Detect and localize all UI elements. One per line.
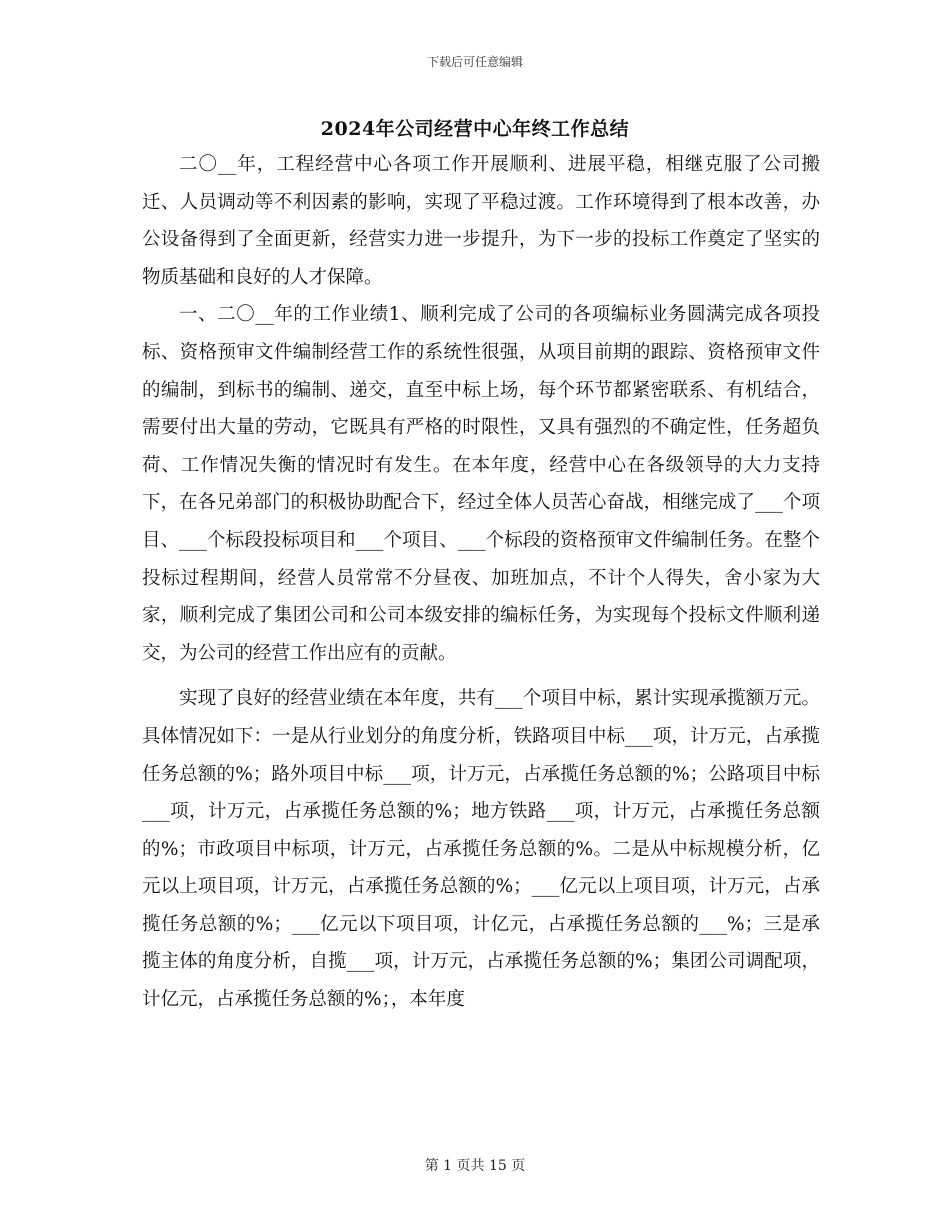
paragraph: 二〇__年，工程经营中心各项工作开展顺利、进展平稳，相继克服了公司搬迁、人员调动等不利因素的影响，实现了平稳过渡。工作环境得到了根本改善，办公设备得到了全面更新，经营实力进一步提升，为下一步的投标工作奠定了坚实的物质基础和良好的人才保障。 <box>142 154 820 288</box>
document-title: 2024年公司经营中心年终工作总结 <box>320 118 630 140</box>
page-header: 下载后可任意编辑 <box>426 55 523 69</box>
document-body <box>142 146 820 1019</box>
page-footer: 第 1 页共 15 页 <box>424 1158 526 1174</box>
paragraph: 一、二〇__年的工作业绩1、顺利完成了公司的各项编标业务圆满完成各项投标、资格预审文件编制经营工作的系统性很强，从项目前期的跟踪、资格预审文件的编制，到标书的编制、递交，直至中标上场，每个环节都紧密联系、有机结合，需要付出大量的劳动，它既具有严格的时限性，又具有强烈的不确定性，任务超负荷、工作情况失衡的情况时有发生。在本年度，经营中心在各级领导的大力支持下，在各兄弟部门的积极协助配合下，经过全体人员苦心奋战，相继完成了___个项目、___个标段投标项目和___个项目、___个标段的资格预审文件编制任务。在整个投标过程期间，经营人员常常不分昼夜、加班加点，不计个人得失，舍小家为大家，顺利完成了集团公司和公司本级安排的编标任务，为实现每个投标文件顺利递交，为公司的经营工作出应有的贡献。 <box>142 304 820 664</box>
paragraph: 实现了良好的经营业绩在本年度，共有___个项目中标，累计实现承揽额万元。具体情况如下：一是从行业划分的角度分析，铁路项目中标___项，计万元，占承揽任务总额的%；路外项目中标___项，计万元，占承揽任务总额的%；公路项目中标___项，计万元，占承揽任务总额的%；地方铁路___项，计万元，占承揽任务总额的%；市政项目中标项，计万元，占承揽任务总额的%。二是从中标规模分析，亿元以上项目项，计万元，占承揽任务总额的%；___亿元以上项目项，计万元，占承揽任务总额的%；___亿元以下项目项，计亿元，占承揽任务总额的___%；三是承揽主体的角度分析，自揽___项，计万元，占承揽任务总额的%；集团公司调配项，计亿元，占承揽任务总额的%；，本年度 <box>142 688 820 1011</box>
